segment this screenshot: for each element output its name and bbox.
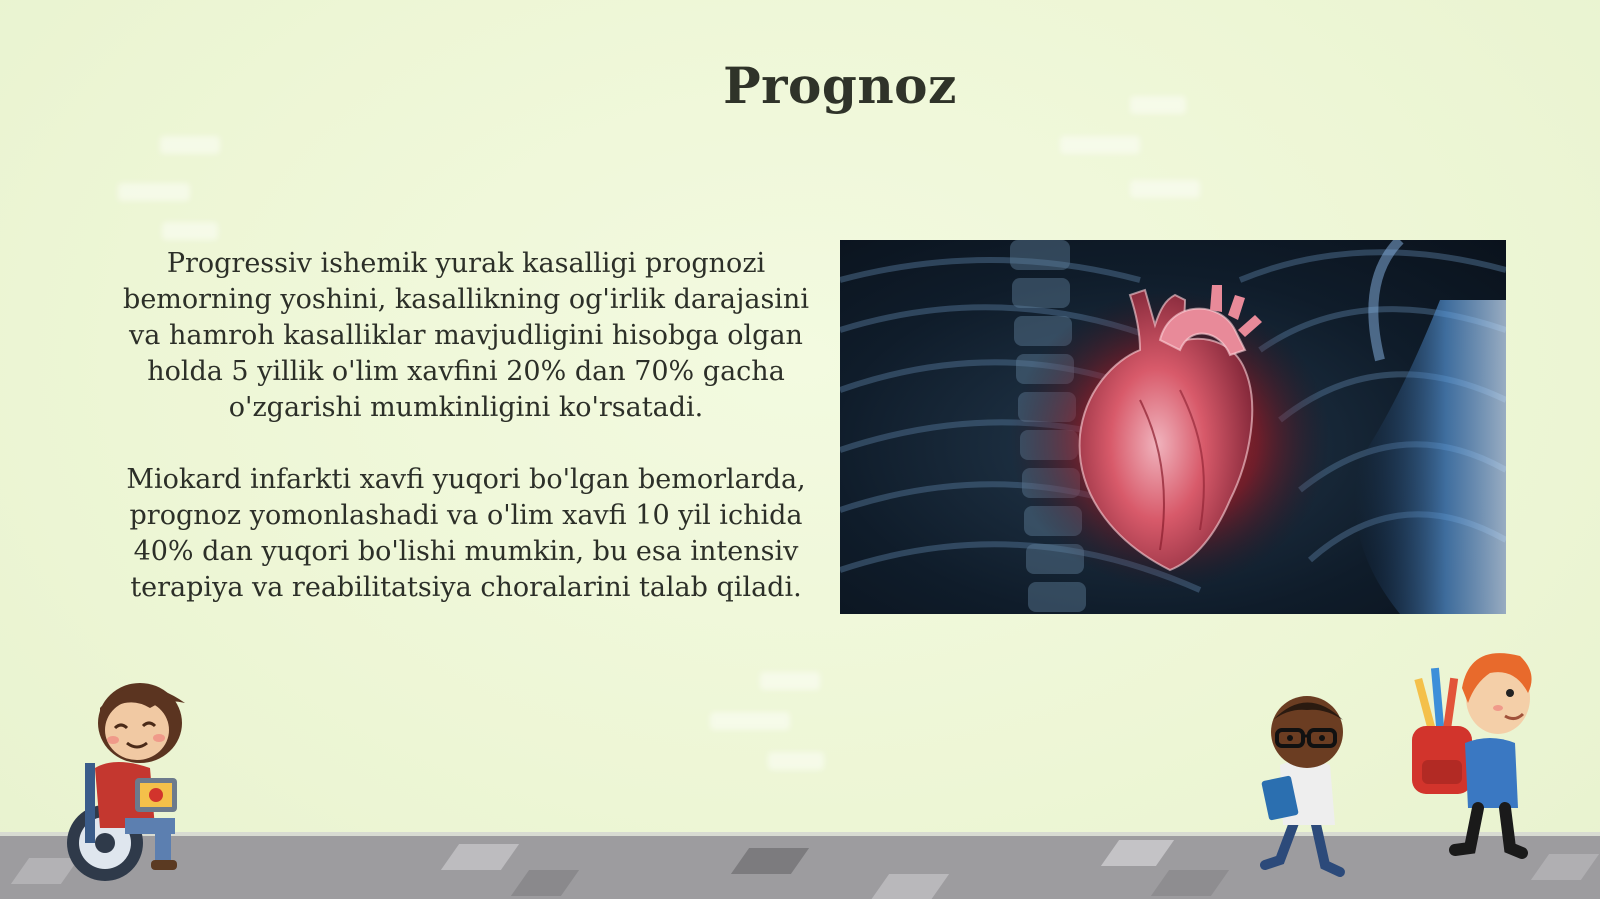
background-decoration [710, 712, 790, 730]
paragraph-prognosis: Progressiv ishemik yurak kasalligi prognozi bemorning yoshini, kasallikning og'irlik darajasini va hamroh kasalliklar mavjudligini hisobga olgan holda 5 yillik o'lim xavfini 20% dan 70% gacha o'zgarishi mumkinligini ko'rsatadi. [123, 248, 809, 423]
floor-tile [441, 844, 519, 870]
background-decoration [760, 672, 820, 690]
background-decoration [162, 222, 218, 240]
floor-tile [731, 848, 809, 874]
background-decoration [118, 183, 190, 201]
paragraph-myocardial-infarction: Miokard infarkti xavfi yuqori bo'lgan bemorlarda, prognoz yomonlashadi va o'lim xavfi 10 yil ichida 40% dan yuqori bo'lishi mumkin, bu esa intensiv terapiya va reabilitatsiya choralarini talab qiladi. [126, 464, 806, 603]
boy-backpack-illustration [1410, 648, 1560, 873]
slide-title: Prognoz [723, 56, 957, 115]
girl-wheelchair-illustration [55, 668, 235, 883]
floor-tile [511, 870, 579, 896]
background-decoration [1060, 136, 1140, 154]
floor-tile [1101, 840, 1174, 866]
floor-tile [1151, 870, 1229, 896]
background-decoration [160, 136, 220, 154]
floor-tile [871, 874, 949, 899]
background-decoration [768, 752, 824, 770]
boy-glasses-illustration [1255, 690, 1375, 885]
heart-xray-image [840, 240, 1506, 614]
background-decoration [1130, 180, 1200, 198]
